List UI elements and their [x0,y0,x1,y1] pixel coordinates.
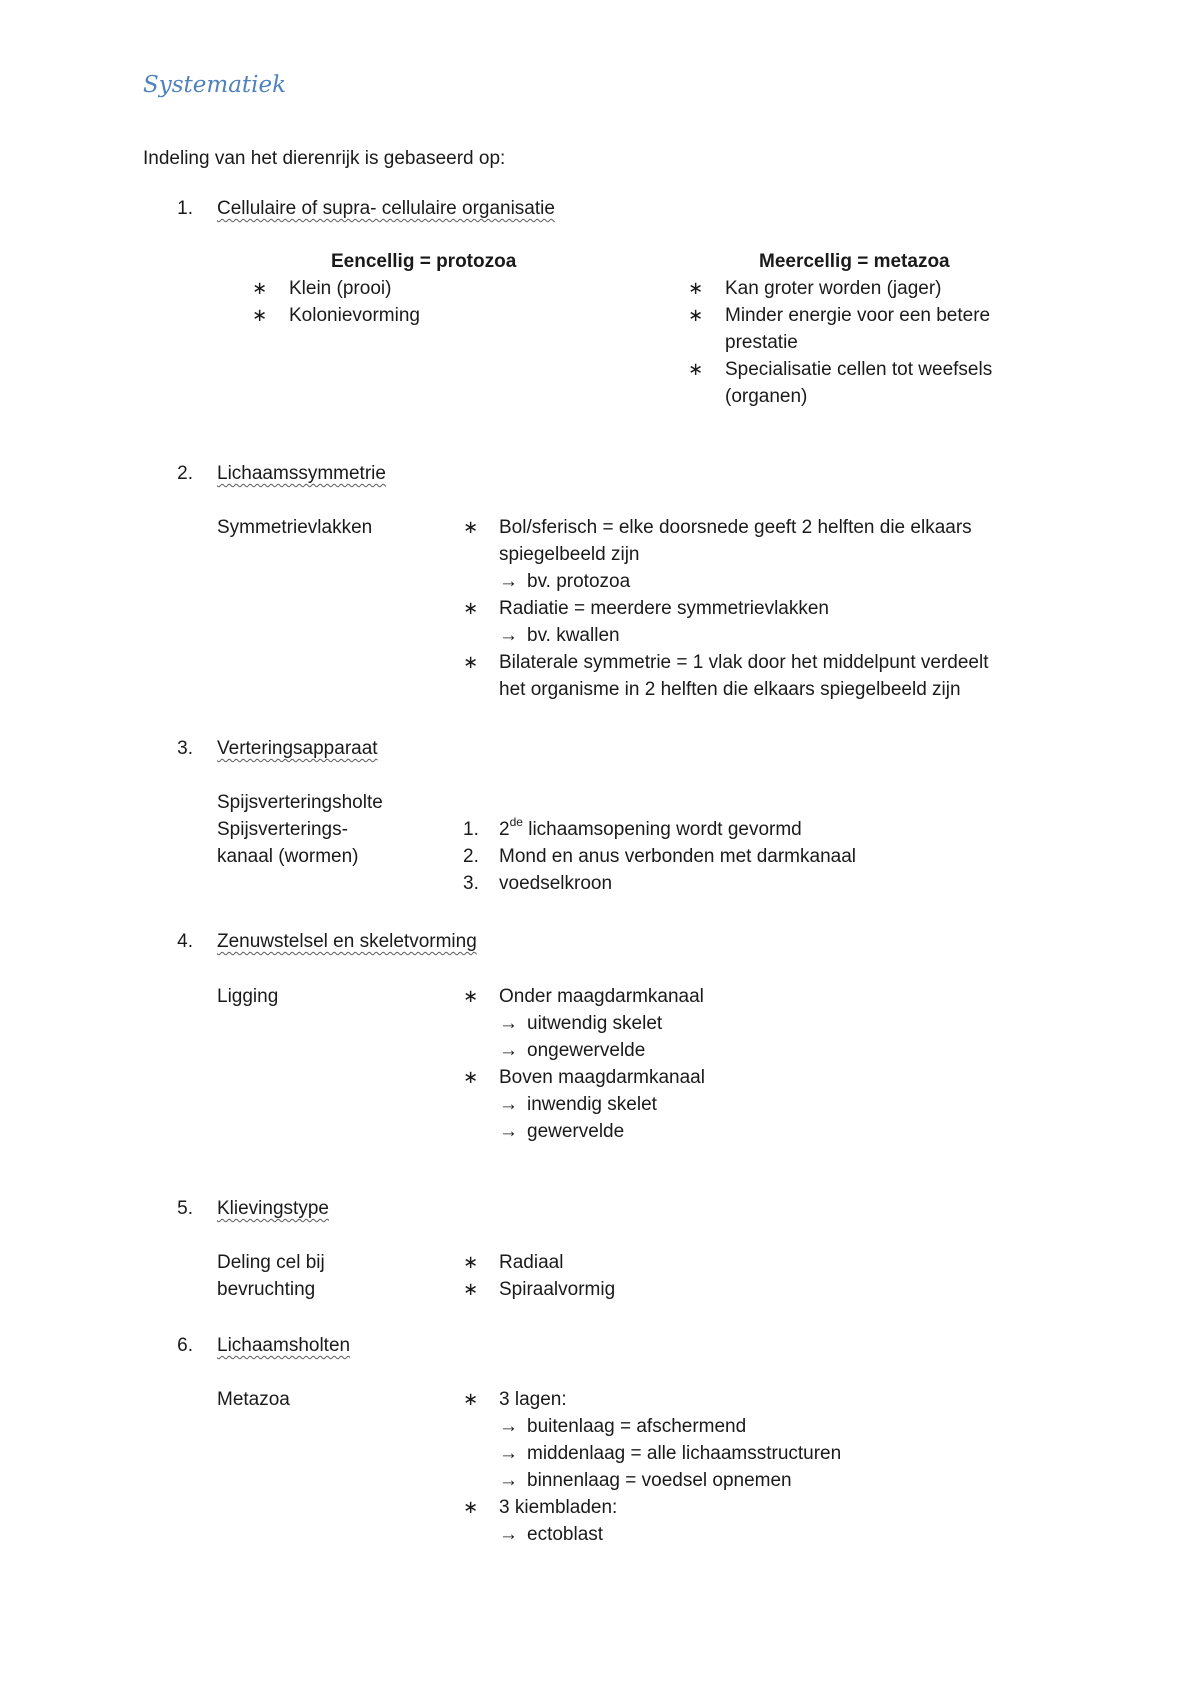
row-label: Symmetrievlakken [217,517,373,538]
bullet-icon: ∗ [463,1279,479,1299]
list-number: 1. [463,819,479,840]
example-text: buitenlaag = afschermend [527,1416,747,1437]
arrow-icon: → [499,1013,518,1034]
row-label: bevruchting [217,1279,316,1300]
section-heading: Cellulaire of supra- cellulaire organisatie [217,198,555,219]
example-text: ectoblast [527,1524,604,1545]
list-item-continued: prestatie [725,332,798,353]
bullet-icon: ∗ [463,1389,479,1409]
bullet-icon: ∗ [463,1067,479,1087]
arrow-icon: → [499,1121,518,1142]
bullet-icon: ∗ [688,305,704,325]
bullet-icon: ∗ [463,598,479,618]
list-item: Boven maagdarmkanaal [499,1067,705,1088]
row-label: Spijsverterings- [217,819,348,840]
row-label: kanaal (wormen) [217,846,359,867]
column-heading-left: Eencellig = protozoa [331,251,517,272]
list-item: voedselkroon [499,873,613,894]
section-heading: Lichaamsholten [217,1335,351,1356]
example-text: binnenlaag = voedsel opnemen [527,1470,792,1491]
intro-text: Indeling van het dierenrijk is gebaseerd op: [143,148,506,169]
list-item: Onder maagdarmkanaal [499,986,704,1007]
section-heading: Zenuwstelsel en skeletvorming [217,931,477,952]
list-item: 3 lagen: [499,1389,567,1410]
arrow-icon: → [499,571,518,592]
example-text: inwendig skelet [527,1094,657,1115]
row-label: Metazoa [217,1389,290,1410]
row-label: Deling cel bij [217,1252,325,1273]
list-item: Bol/sferisch = elke doorsnede geeft 2 helften die elkaars [499,517,972,538]
bullet-icon: ∗ [463,986,479,1006]
list-item-continued: spiegelbeeld zijn [499,544,640,565]
arrow-icon: → [499,1470,518,1491]
section-number: 3. [177,738,193,759]
list-number: 2. [463,846,479,867]
list-item [499,816,802,843]
arrow-icon: → [499,1416,518,1437]
list-item: Mond en anus verbonden met darmkanaal [499,846,857,867]
arrow-icon: → [499,625,518,646]
bullet-icon: ∗ [463,517,479,537]
list-item-continued: (organen) [725,386,808,407]
list-item: Spiraalvormig [499,1279,616,1300]
arrow-icon: → [499,1094,518,1115]
document-title: Systematiek [143,72,287,98]
list-number: 3. [463,873,479,894]
example-text: ongewervelde [527,1040,646,1061]
arrow-icon: → [499,1443,518,1464]
example-text: bv. protozoa [527,571,631,592]
bullet-icon: ∗ [252,305,268,325]
arrow-icon: → [499,1524,518,1545]
section-number: 5. [177,1198,193,1219]
list-item-continued: het organisme in 2 helften die elkaars spiegelbeeld zijn [499,679,961,700]
row-label: Ligging [217,986,279,1007]
example-text: bv. kwallen [527,625,620,646]
row-label: Spijsverteringsholte [217,792,383,813]
list-item: 3 kiembladen: [499,1497,618,1518]
list-item: Klein (prooi) [289,278,392,299]
list-item-text: lichaamsopening wordt gevormd [522,819,802,840]
section-heading: Verteringsapparaat [217,738,378,759]
bullet-icon: ∗ [463,1497,479,1517]
bullet-icon: ∗ [463,1252,479,1272]
section-number: 1. [177,198,193,219]
list-item: Bilaterale symmetrie = 1 vlak door het middelpunt verdeelt [499,652,989,673]
column-heading-right: Meercellig = metazoa [759,251,950,272]
list-item: Radiaal [499,1252,564,1273]
list-item: Radiatie = meerdere symmetrievlakken [499,598,829,619]
bullet-icon: ∗ [463,652,479,672]
section-number: 6. [177,1335,193,1356]
section-number: 4. [177,931,193,952]
example-text: middenlaag = alle lichaamsstructuren [527,1443,842,1464]
bullet-icon: ∗ [688,278,704,298]
section-number: 2. [177,463,193,484]
list-item: Kolonievorming [289,305,420,326]
ordinal-suffix: de [509,814,523,829]
bullet-icon: ∗ [252,278,268,298]
section-heading: Klievingstype [217,1198,329,1219]
list-item: Specialisatie cellen tot weefsels [725,359,993,380]
bullet-icon: ∗ [688,359,704,379]
example-text: uitwendig skelet [527,1013,663,1034]
arrow-icon: → [499,1040,518,1061]
list-item: Minder energie voor een betere [725,305,991,326]
section-heading: Lichaamssymmetrie [217,463,386,484]
example-text: gewervelde [527,1121,625,1142]
list-item: Kan groter worden (jager) [725,278,942,299]
ordinal-number: 2 [499,819,510,840]
